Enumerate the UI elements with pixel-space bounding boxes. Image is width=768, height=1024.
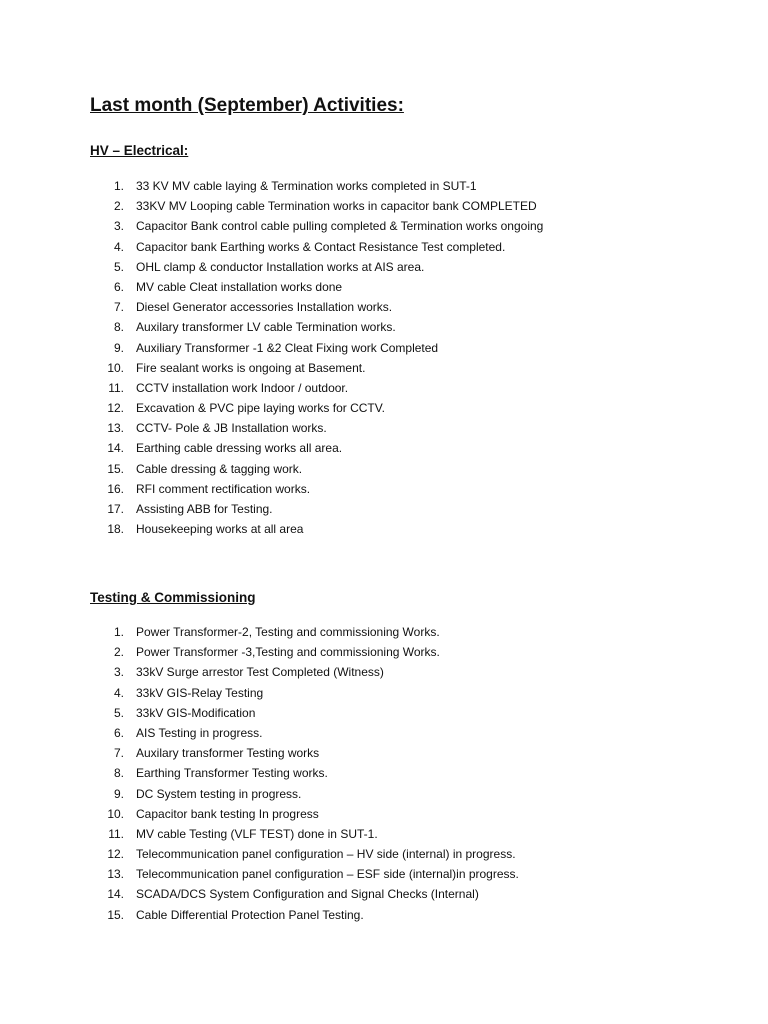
list-item-number: 1. bbox=[113, 625, 124, 639]
list-item-number: 15. bbox=[107, 461, 124, 476]
list-item-number: 8. bbox=[113, 320, 124, 335]
list-item-text: Auxilary transformer LV cable Termination works. bbox=[136, 320, 396, 335]
list-item-number: 6. bbox=[113, 279, 124, 294]
list-item-text: Cable Differential Protection Panel Testing. bbox=[136, 907, 364, 922]
list-item-text: MV cable Testing (VLF TEST) done in SUT-1. bbox=[136, 826, 378, 841]
list-item-number: 12. bbox=[107, 847, 124, 862]
list-item-number: 10. bbox=[107, 360, 124, 375]
list-item-number: 13. bbox=[107, 867, 124, 882]
list-item-number: 3. bbox=[113, 219, 124, 234]
list-item-text: 33KV MV Looping cable Termination works in capacitor bank COMPLETED bbox=[136, 199, 537, 214]
list-item-number: 14. bbox=[107, 441, 124, 456]
list-item-text: Telecommunication panel configuration – HV side (internal) in progress. bbox=[136, 847, 516, 862]
list-item-text: Assisting ABB for Testing. bbox=[136, 502, 273, 516]
list-item-text: CCTV- Pole & JB Installation works. bbox=[136, 421, 327, 436]
list-item-text: Power Transformer-2, Testing and commissioning Works. bbox=[136, 625, 440, 639]
list-item-text: OHL clamp & conductor Installation works at AIS area. bbox=[136, 259, 425, 274]
list-item-text: DC System testing in progress. bbox=[136, 786, 302, 801]
list-item-number: 1. bbox=[113, 179, 124, 193]
list-item-number: 9. bbox=[113, 340, 124, 355]
list-item-text: Capacitor Bank control cable pulling completed & Termination works ongoing bbox=[136, 219, 544, 234]
list-item-number: 17. bbox=[107, 502, 124, 516]
list-item-text: 33kV GIS-Modification bbox=[136, 705, 256, 720]
list-item-number: 5. bbox=[113, 259, 124, 274]
list-item-number: 2. bbox=[113, 645, 124, 660]
page-title: Last month (September) Activities: bbox=[90, 95, 404, 116]
list-item-number: 2. bbox=[113, 199, 124, 214]
list-item-number: 10. bbox=[107, 806, 124, 821]
list-item-text: Excavation & PVC pipe laying works for CCTV. bbox=[136, 401, 385, 416]
list-item-text: Diesel Generator accessories Installation works. bbox=[136, 300, 393, 315]
list-item-number: 9. bbox=[113, 786, 124, 801]
list-item-number: 11. bbox=[108, 380, 124, 395]
list-item-number: 18. bbox=[107, 522, 124, 537]
section-heading-testing-commissioning: Testing & Commissioning bbox=[90, 590, 256, 605]
list-item-number: 13. bbox=[107, 421, 124, 436]
list-item-text: Telecommunication panel configuration – ESF side (internal)in progress. bbox=[136, 867, 519, 882]
list-item-text: RFI comment rectification works. bbox=[136, 481, 311, 496]
list-item-text: Auxilary transformer Testing works bbox=[136, 746, 320, 761]
list-item-text: Auxiliary Transformer -1 &2 Cleat Fixing work Completed bbox=[136, 340, 439, 355]
list-item-number: 7. bbox=[113, 746, 124, 761]
list-item-number: 7. bbox=[113, 300, 124, 315]
list-item-text: SCADA/DCS System Configuration and Signal Checks (Internal) bbox=[136, 887, 479, 902]
list-item-text: Housekeeping works at all area bbox=[136, 522, 304, 537]
list-item-text: Earthing cable dressing works all area. bbox=[136, 441, 343, 456]
list-item-text: Capacitor bank testing In progress bbox=[136, 806, 319, 821]
list-item-text: MV cable Cleat installation works done bbox=[136, 279, 343, 294]
list-item-text: 33 KV MV cable laying & Termination works completed in SUT-1 bbox=[136, 179, 477, 193]
list-item-text: 33kV GIS-Relay Testing bbox=[136, 685, 264, 700]
list-item-text: Fire sealant works is ongoing at Basement. bbox=[136, 360, 366, 375]
list-item-number: 16. bbox=[107, 481, 124, 496]
list-item-text: Cable dressing & tagging work. bbox=[136, 461, 303, 476]
list-item-number: 6. bbox=[113, 725, 124, 740]
list-item-number: 14. bbox=[107, 887, 124, 902]
list-item-text: Earthing Transformer Testing works. bbox=[136, 766, 328, 781]
list-item-text: 33kV Surge arrestor Test Completed (Witness) bbox=[136, 665, 384, 680]
list-item-number: 3. bbox=[113, 665, 124, 680]
list-item-number: 4. bbox=[113, 685, 124, 700]
list-item-number: 8. bbox=[113, 766, 124, 781]
list-item-text: Power Transformer -3,Testing and commissioning Works. bbox=[136, 645, 440, 660]
list-item-text: AIS Testing in progress. bbox=[136, 725, 263, 740]
section-heading-hv-electrical: HV – Electrical: bbox=[90, 143, 189, 158]
list-item-number: 11. bbox=[108, 826, 124, 841]
list-item-number: 15. bbox=[107, 907, 124, 922]
list-item-number: 12. bbox=[107, 401, 124, 416]
list-item-number: 5. bbox=[113, 705, 124, 720]
list-item-text: CCTV installation work Indoor / outdoor. bbox=[136, 380, 349, 395]
list-item-number: 4. bbox=[113, 239, 124, 254]
list-item-text: Capacitor bank Earthing works & Contact Resistance Test completed. bbox=[136, 239, 506, 254]
